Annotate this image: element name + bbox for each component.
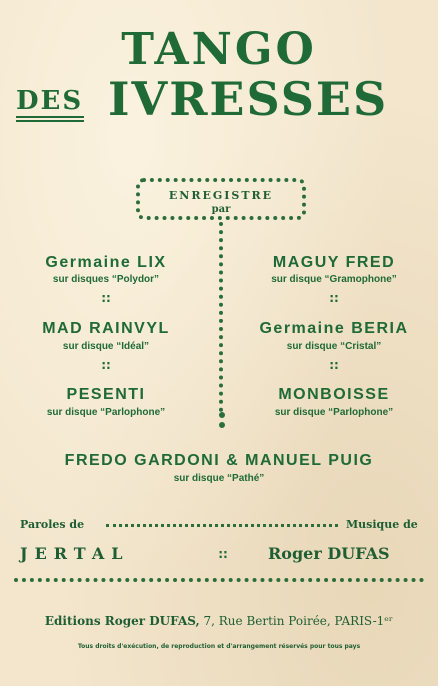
- recorded-heading: ENREGISTRE: [168, 189, 274, 202]
- publisher-address: 7, Rue Bertin Poirée, PARIS-1ᵉʳ: [203, 614, 394, 628]
- artist-label-pesenti: sur disque “Parlophone”: [46, 407, 166, 418]
- separator: ::: [101, 291, 111, 305]
- des-underline-top: [16, 116, 84, 118]
- des-underline-bottom: [16, 120, 84, 122]
- lyrics-label: Paroles de: [20, 518, 85, 531]
- lyricist-name: JERTAL: [20, 544, 130, 563]
- credits-dotted-leader: [106, 524, 338, 527]
- publisher-name: Editions Roger DUFAS,: [44, 614, 200, 628]
- composer-name: Roger DUFAS: [268, 544, 390, 563]
- artist-label-mad-rainvyl: sur disque “Idéal”: [62, 341, 150, 352]
- artist-name-mad-rainvyl: MAD RAINVYL: [42, 320, 170, 337]
- rights-notice: Tous droits d'exécution, de reproduction et d'arrangement réservés pour tous pays: [77, 643, 361, 650]
- center-dotted-line: [219, 222, 223, 412]
- title-des: DES: [16, 86, 84, 116]
- recorded-par: par: [211, 204, 231, 215]
- credits-separator: ::: [218, 547, 228, 561]
- separator: ::: [329, 291, 339, 305]
- artist-name-monboisse: MONBOISSE: [278, 386, 390, 403]
- center-dotted-stub: [219, 412, 225, 428]
- artist-label-gardoni-puig: sur disque “Pathé”: [173, 473, 265, 484]
- title-ivresses: IVRESSES: [108, 72, 389, 126]
- publisher-line: [0, 614, 438, 628]
- artist-name-pesenti: PESENTI: [66, 386, 146, 403]
- artist-name-maguy-fred: MAGUY FRED: [272, 254, 396, 271]
- artist-name-germaine-lix: Germaine LIX: [45, 254, 167, 271]
- bottom-dotted-rule: [14, 578, 424, 582]
- music-label: Musique de: [346, 518, 418, 531]
- artist-label-monboisse: sur disque “Parlophone”: [274, 407, 394, 418]
- separator: ::: [329, 358, 339, 372]
- separator: ::: [101, 358, 111, 372]
- artist-label-germaine-lix: sur disques “Polydor”: [52, 274, 160, 285]
- artist-name-gardoni-puig: FREDO GARDONI & MANUEL PUIG: [64, 452, 374, 469]
- title-tango: TANGO: [121, 24, 317, 75]
- artist-name-germaine-beria: Germaine BERIA: [259, 320, 409, 337]
- artist-label-germaine-beria: sur disque “Cristal”: [286, 341, 382, 352]
- artist-label-maguy-fred: sur disque “Gramophone”: [271, 274, 397, 285]
